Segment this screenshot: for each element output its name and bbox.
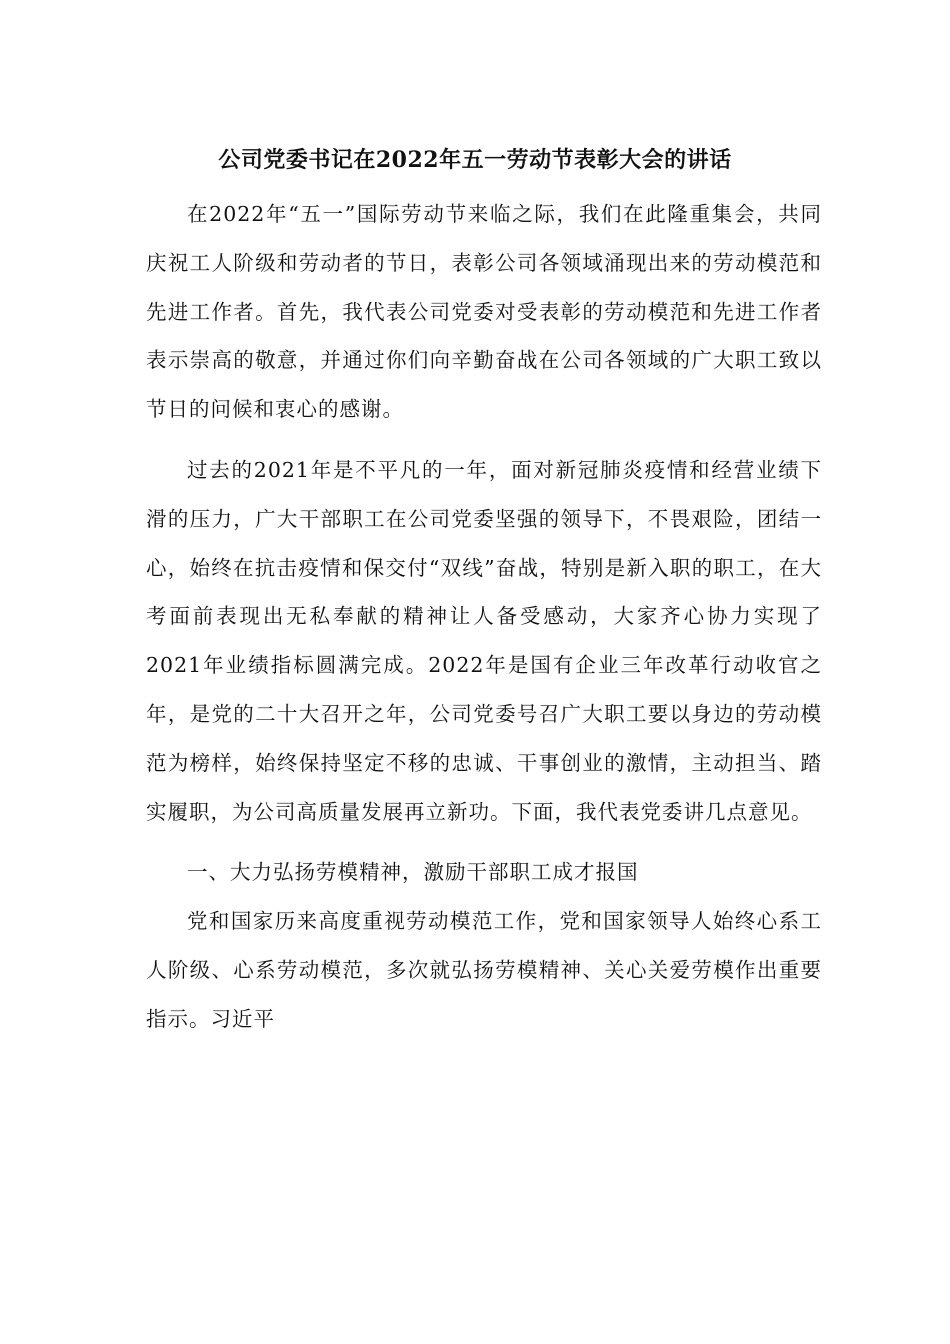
paragraph-opening: 在2022年“五一”国际劳动节来临之际，我们在此隆重集会，共同庆祝工人阶级和劳动者的节日，表彰公司各领域涌现出来的劳动模范和先进工作者。首先，我代表公司党委对受表彰的劳动模范和先进工作者表示崇高的敬意，并通过你们向辛勤奋战在公司各领域的广大职工致以节日的问候和衷心的感谢。	[146, 202, 822, 422]
paragraph-section-one: 党和国家历来高度重视劳动模范工作，党和国家领导人始终心系工人阶级、心系劳动模范，多次就弘扬劳模精神、关心关爱劳模作出重要指示。习近平	[146, 909, 822, 1031]
document-body	[146, 190, 822, 1044]
section-heading: 一、大力弘扬劳模精神，激励干部职工成才报国	[187, 860, 639, 885]
document-title: 公司党委书记在2022年五一劳动节表彰大会的讲话	[218, 147, 732, 173]
paragraph-review: 过去的2021年是不平凡的一年，面对新冠肺炎疫情和经营业绩下滑的压力，广大干部职工在公司党委坚强的领导下，不畏艰险，团结一心，始终在抗击疫情和保交付“双线”奋战，特别是新入职的职工，在大考面前表现出无私奉献的精神让人备受感动，大家齐心协力实现了2021年业绩指标圆满完成。2022年是国有企业三年改革行动收官之年，是党的二十大召开之年，公司党委号召广大职工要以身边的劳动模范为榜样，始终保持坚定不移的忠诚、干事创业的激情，主动担当、踏实履职，为公司高质量发展再立新功。下面，我代表党委讲几点意见。	[146, 457, 822, 824]
